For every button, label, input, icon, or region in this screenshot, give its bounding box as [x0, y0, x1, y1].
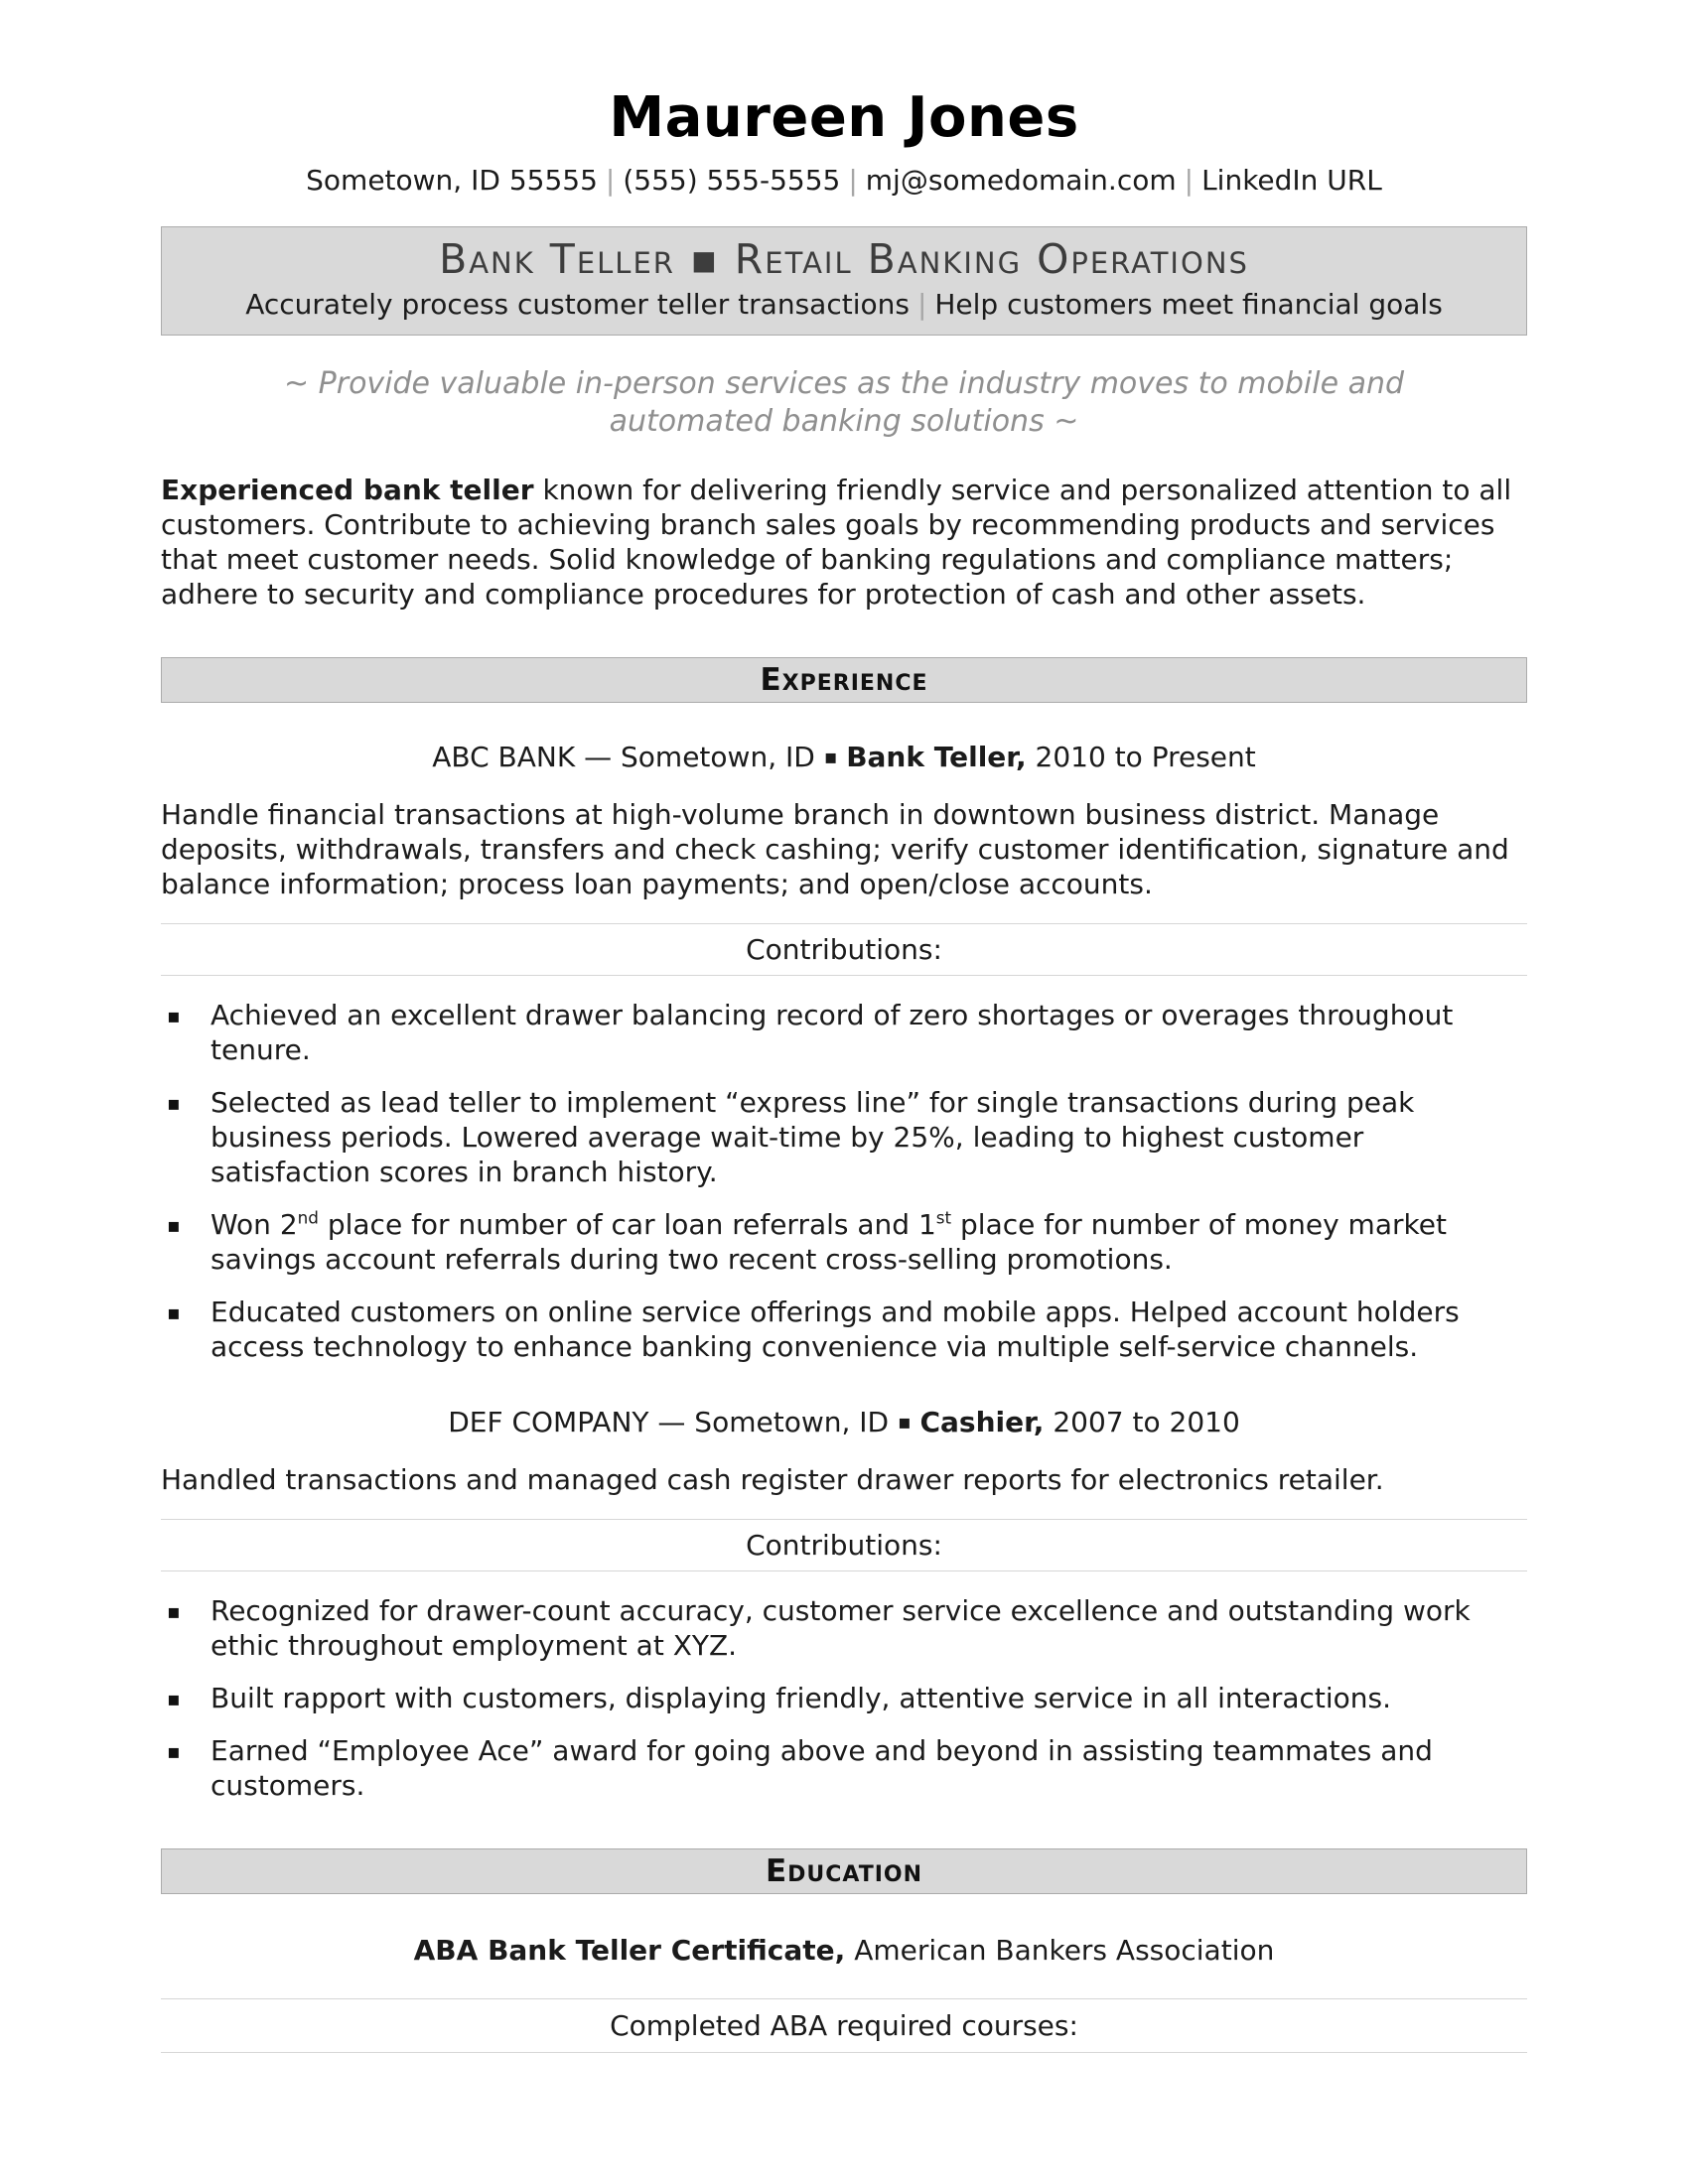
job-company: ABC BANK — Sometown, ID: [432, 741, 815, 773]
pipe-separator: |: [1184, 164, 1195, 197]
contact-email: mj@somedomain.com: [865, 164, 1177, 197]
job-dates: 2010 to Present: [1035, 741, 1256, 773]
contact-location: Sometown, ID 55555: [306, 164, 598, 197]
experience-bullet: [161, 1295, 1527, 1364]
job-dates: 2007 to 2010: [1053, 1406, 1240, 1438]
summary-rest: known for delivering friendly service and personalized attention to all customers. Contribute to achieving branch sales goals by recommending products and services that meet customer needs. Solid knowledge of banking regulations and compliance matters; adhere to security and compliance procedures for protection of cash and other assets.: [161, 474, 1512, 611]
job-description: Handled transactions and managed cash register drawer reports for electronics retailer.: [161, 1463, 1384, 1496]
contributions-header: [161, 1519, 1527, 1571]
bullet-icon: ▪: [167, 1091, 181, 1115]
square-bullet-icon: ▪: [898, 1410, 912, 1433]
bullet-text: Earned “Employee Ace” award for going above and beyond in assisting teammates and customers.: [211, 1734, 1433, 1802]
square-bullet-icon: ▪: [823, 745, 838, 768]
pipe-separator: |: [848, 164, 858, 197]
experience-bullet: [161, 1593, 1527, 1663]
experience-bullet: [161, 1733, 1527, 1803]
job-company: DEF COMPANY — Sometown, ID: [448, 1406, 890, 1438]
bullet-icon: ▪: [167, 1213, 181, 1237]
education-courses-header: [161, 1998, 1527, 2053]
pipe-separator: |: [605, 164, 616, 197]
bullet-text: Recognized for drawer-count accuracy, customer service excellence and outstanding work ethic throughout employment at XYZ.: [211, 1594, 1471, 1662]
bullet-text: Selected as lead teller to implement “express line” for single transactions during peak business periods. Lowered average wait-time by 25%, leading to highest customer satisfaction scores in branch history.: [211, 1086, 1415, 1188]
ordinal-superscript: nd: [297, 1207, 319, 1228]
banner-title: Bank Teller ▪ Retail Banking Operations: [439, 235, 1249, 283]
bullet-text-part: place for number of money market savings account referrals during two recent cross-selling promotions.: [211, 1208, 1447, 1276]
summary-lead: Experienced bank teller: [161, 474, 534, 506]
bullet-text: Built rapport with customers, displaying friendly, attentive service in all interactions.: [211, 1682, 1392, 1714]
job-heading: [161, 1406, 1527, 1438]
title-banner: [161, 226, 1527, 336]
bullet-icon: ▪: [167, 1300, 181, 1324]
experience-bullet: [161, 1681, 1527, 1715]
job-description: Handle financial transactions at high-volume branch in downtown business district. Manage deposits, withdrawals, transfers and check cashing; verify customer identification, signature and balance information; process loan payments; and open/close accounts.: [161, 798, 1509, 900]
experience-bullet-list: [161, 998, 1527, 1364]
banner-subtitle-left: Accurately process customer teller transactions: [245, 288, 910, 321]
job-heading: [161, 741, 1527, 773]
section-header-experience: [161, 657, 1527, 703]
banner-subtitle: [228, 287, 1460, 323]
bullet-icon: ▪: [167, 1739, 181, 1763]
education-organization: American Bankers Association: [854, 1934, 1275, 1967]
contributions-header: [161, 923, 1527, 976]
contributions-label: Contributions:: [746, 933, 942, 966]
contributions-label: Contributions:: [746, 1529, 942, 1562]
experience-bullet-list: [161, 1593, 1527, 1803]
bullet-icon: ▪: [167, 1599, 181, 1623]
bullet-icon: ▪: [167, 1004, 181, 1027]
bullet-icon: ▪: [167, 1687, 181, 1710]
experience-bullet: [161, 1085, 1527, 1189]
summary-paragraph: [161, 473, 1527, 612]
tagline: ~ Provide valuable in-person services as the industry moves to mobile and automated banking solutions ~: [283, 366, 1405, 439]
section-heading-label: Education: [765, 1853, 923, 1889]
job-role: Cashier,: [919, 1406, 1045, 1438]
contact-line: [161, 164, 1527, 197]
education-certificate: ABA Bank Teller Certificate,: [413, 1934, 846, 1967]
section-header-education: [161, 1848, 1527, 1894]
bullet-text-part: place for number of car loan referrals and 1: [318, 1208, 936, 1241]
education-courses-label: Completed ABA required courses:: [610, 2009, 1078, 2042]
experience-bullet: [161, 998, 1527, 1067]
section-heading-label: Experience: [760, 662, 928, 698]
bullet-text: Achieved an excellent drawer balancing record of zero shortages or overages throughout tenure.: [211, 999, 1454, 1066]
banner-subtitle-right: Help customers meet financial goals: [934, 288, 1443, 321]
job-role: Bank Teller,: [846, 741, 1027, 773]
bullet-text-part: Won 2: [211, 1208, 298, 1241]
bullet-text: [211, 1208, 1447, 1276]
education-certificate-line: [161, 1934, 1527, 1967]
ordinal-superscript: st: [935, 1207, 952, 1228]
resume-name: Maureen Jones: [609, 85, 1079, 150]
bullet-text: Educated customers on online service offerings and mobile apps. Helped account holders access technology to enhance banking convenience via multiple self-service channels.: [211, 1296, 1460, 1363]
pipe-separator: |: [916, 288, 927, 321]
contact-linkedin: LinkedIn URL: [1201, 164, 1382, 197]
experience-bullet: [161, 1207, 1527, 1277]
contact-phone: (555) 555-5555: [623, 164, 841, 197]
